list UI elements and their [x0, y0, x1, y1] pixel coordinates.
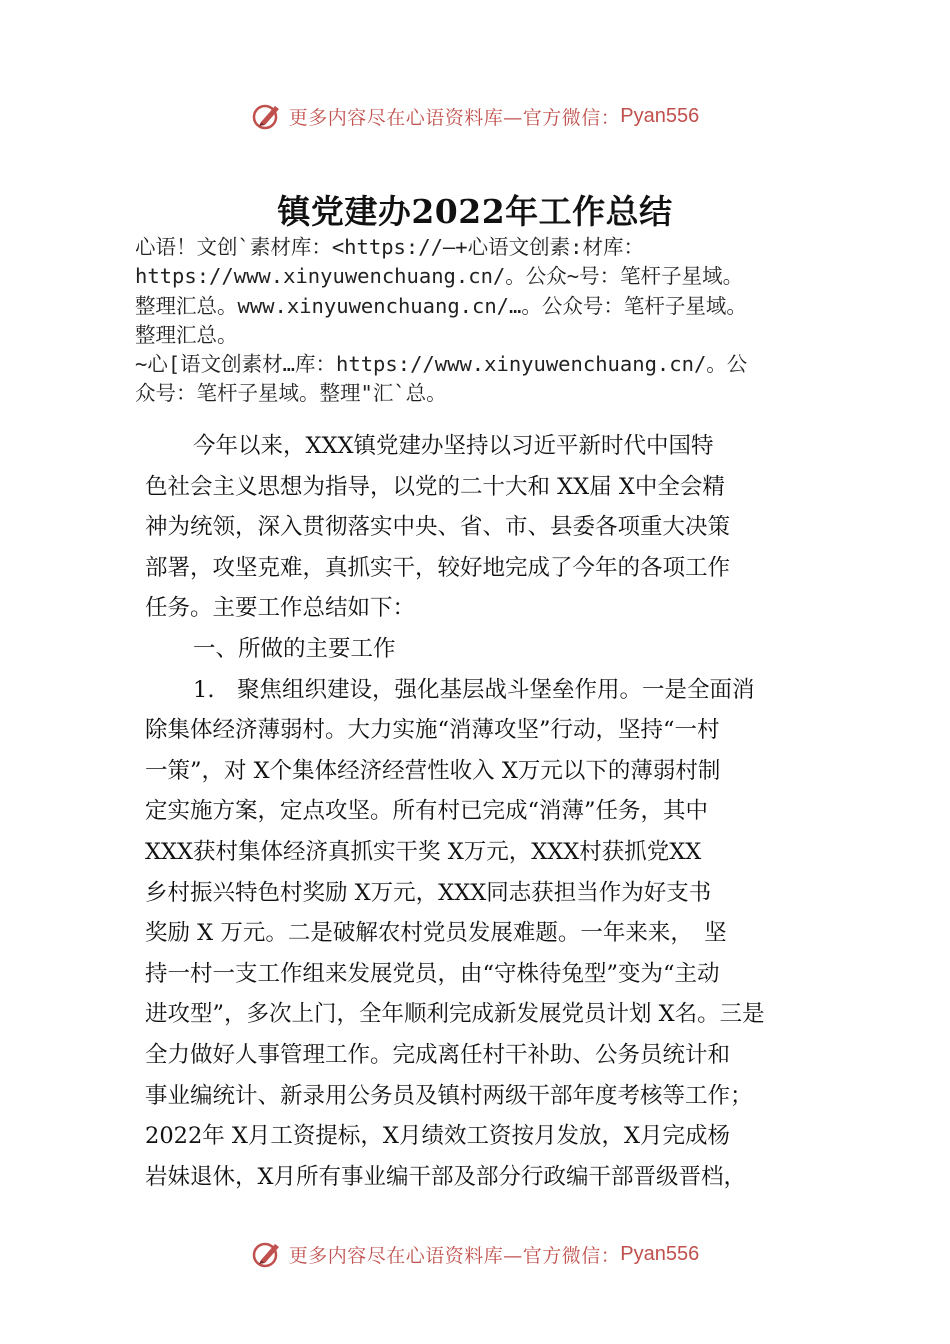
body-line: 除集体经济薄弱村。大力实施“消薄攻坚”行动，坚持“一村: [145, 717, 720, 744]
body-line: 今年以来，XXX镇党建办坚持以习近平新时代中国特: [193, 433, 714, 459]
source-line: 众号：笔杆子星域。整理"汇`总。: [135, 381, 447, 406]
body-line: 2022年 X月工资提标，X月绩效工资按月发放，X月完成杨: [145, 1123, 730, 1150]
footer-banner: [0, 1234, 950, 1274]
banner-wechat-id: Pyan556: [620, 1242, 700, 1265]
body-line: 全力做好人事管理工作。完成离任村干补助、公务员统计和: [145, 1041, 731, 1068]
body-line: 神为统领，深入贯彻落实中央、省、市、县委各项重大决策: [145, 514, 731, 541]
body-line: 岩妹退休，X月所有事业编干部及部分行政编干部晋级晋档，: [145, 1163, 747, 1190]
body-line: 任务。主要工作总结如下：: [145, 595, 416, 622]
banner-text: 更多内容尽在心语资料库—官方微信：: [288, 106, 621, 129]
body-line: XXX获村集体经济真抓实干奖 X万元，XXX村获抓党XX: [145, 838, 702, 865]
body-line: 乡村振兴特色村奖励 X万元，XXX同志获担当作为好支书: [145, 879, 712, 906]
pen-logo-icon: [251, 100, 283, 132]
source-line: 心语！文创`素材库：<https://—+心语文创素:材库：: [135, 235, 644, 259]
body-line: 一策”，对 X个集体经济经营性收入 X万元以下的薄弱村制: [145, 757, 721, 784]
source-line: 整理汇总。: [135, 322, 238, 347]
body-line: 事业编统计、新录用公务员及镇村两级干部年度考核等工作；: [145, 1082, 753, 1109]
body-line: 1. 聚焦组织建设，强化基层战斗堡垒作用。一是全面消: [193, 676, 755, 703]
body-line: 进攻型”，多次上门，全年顺利完成新发展党员计划 X名。三是: [145, 1001, 765, 1028]
section-heading: 一、所做的主要工作: [193, 635, 396, 662]
banner-wechat-id: Pyan556: [620, 104, 700, 127]
pen-logo-icon: [251, 1238, 283, 1270]
document-body: [145, 426, 815, 1197]
banner-text: 更多内容尽在心语资料库—官方微信：: [288, 1244, 621, 1267]
body-line: 持一村一支工作组来发展党员，由“守株待兔型”变为“主动: [145, 960, 720, 987]
document-title: 镇党建办2022年工作总结: [277, 192, 673, 231]
body-line: 奖励 X 万元。二是破解农村党员发展难题。一年来来， 坚: [145, 920, 727, 947]
body-line: 定实施方案，定点攻坚。所有村已完成“消薄”任务，其中: [145, 798, 709, 825]
body-line: 色社会主义思想为指导，以党的二十大和 XX届 X中全会精: [145, 473, 725, 500]
source-line: https://www.xinyuwenchuang.cn/。公众~号：笔杆子星域。: [135, 264, 744, 289]
source-notice: [135, 233, 840, 409]
body-line: 部署，攻坚克难，真抓实干，较好地完成了今年的各项工作: [145, 554, 731, 581]
source-line: ~心[语文创素材…库：https://www.xinyuwenchuang.cn/。公: [135, 352, 748, 377]
header-banner: [0, 96, 950, 136]
source-line: 整理汇总。www.xinyuwenchuang.cn/…。公众号：笔杆子星域。: [135, 293, 747, 318]
